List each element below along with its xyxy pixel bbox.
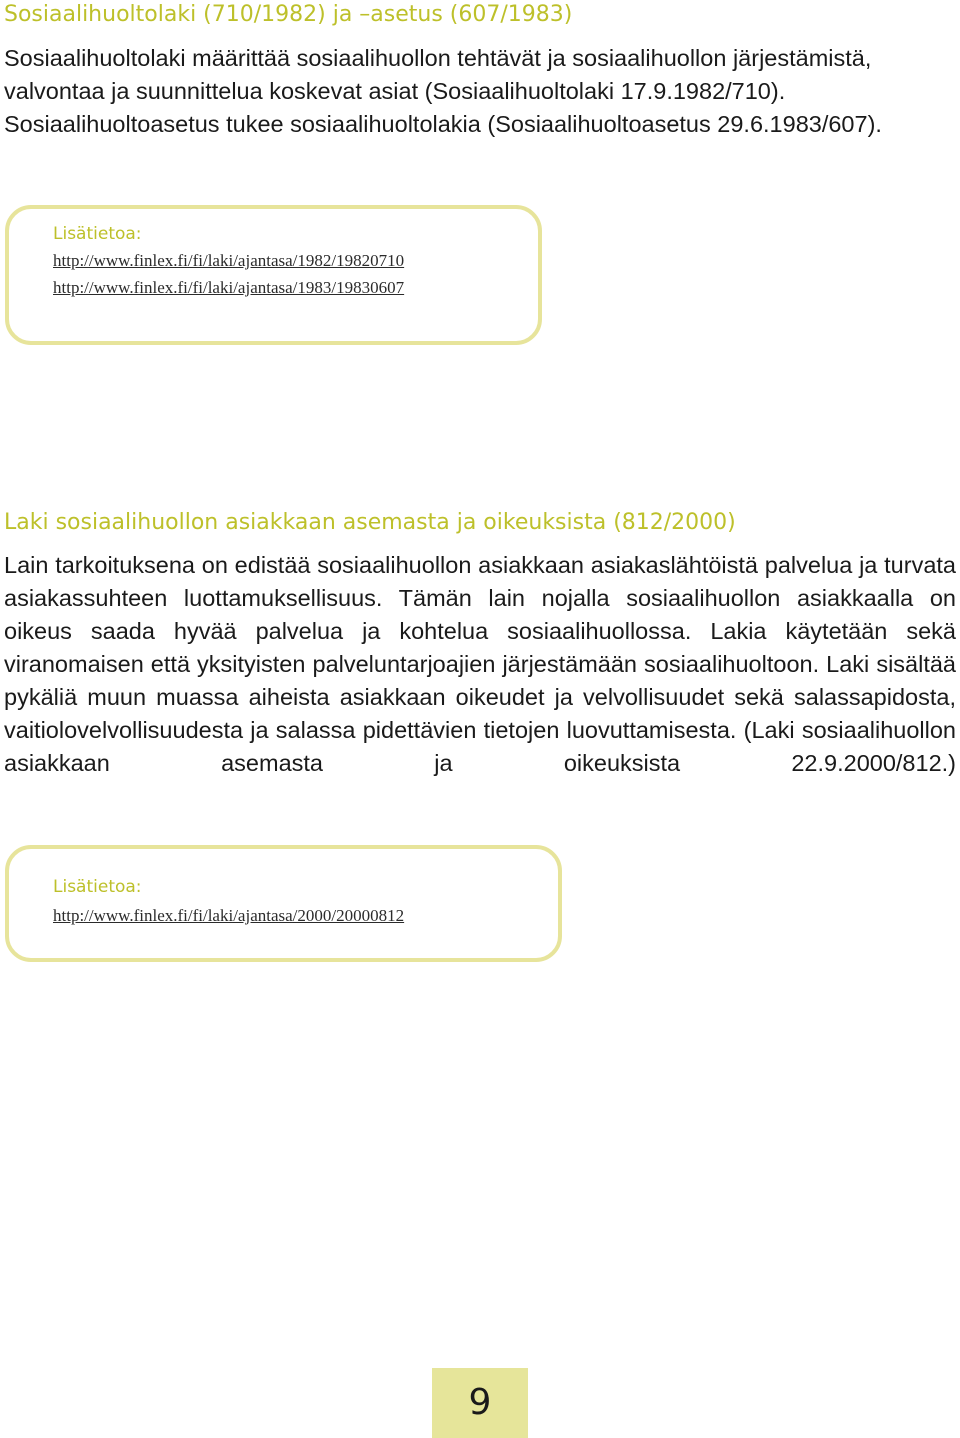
finlex-link-1983[interactable]: http://www.finlex.fi/fi/laki/ajantasa/1983/19830607 [53, 278, 405, 297]
section-heading-asiakaslaki: Laki sosiaalihuollon asiakkaan asemasta ja oikeuksista (812/2000) [4, 510, 736, 535]
info-label: Lisätietoa: [53, 877, 142, 897]
finlex-link-2000[interactable]: http://www.finlex.fi/fi/laki/ajantasa/2000/20000812 [53, 906, 405, 925]
info-box-asiakaslaki [5, 845, 562, 962]
finlex-link-1982[interactable]: http://www.finlex.fi/fi/laki/ajantasa/1982/19820710 [53, 251, 405, 270]
page-number: 9 [432, 1368, 528, 1438]
info-box-sosiaalihuoltolaki [5, 205, 542, 345]
section-heading-sosiaalihuoltolaki: Sosiaalihuoltolaki (710/1982) ja –asetus (607/1983) [4, 2, 573, 27]
section-body-sosiaalihuoltolaki: Sosiaalihuoltolaki määrittää sosiaalihuollon tehtävät ja sosiaalihuollon järjestämistä, valvontaa ja suunnittelua koskevat asiat (Sosiaalihuoltolaki 17.9.1982/710). Sosiaalihuoltoasetus tukee sosiaalihuoltolakia (Sosiaalihuoltoasetus 29.6.1983/607). [4, 45, 882, 137]
section-body-asiakaslaki: Lain tarkoituksena on edistää sosiaalihuollon asiakkaan asiakaslähtöistä palvelua ja turvata asiakassuhteen luottamuksellisuus. Tämän lain nojalla sosiaalihuollon asiakkaalla on oikeus saada hyvää palvelua ja kohtelua sosiaalihuollossa. Lakia käytetään sekä viranomaisen että yksityisten palveluntarjoajien järjestämään sosiaalihuoltoon. Laki sisältää pykäliä muun muassa aiheista asiakkaan oikeudet ja velvollisuudet sekä salassapidosta, vaitiolovelvollisuudesta ja salassa pidettävien tietojen luovuttamisesta. (Laki sosiaalihuollon asiakkaan asemasta ja oikeuksista 22.9.2000/812.) [4, 552, 956, 776]
info-label: Lisätietoa: [53, 224, 142, 244]
